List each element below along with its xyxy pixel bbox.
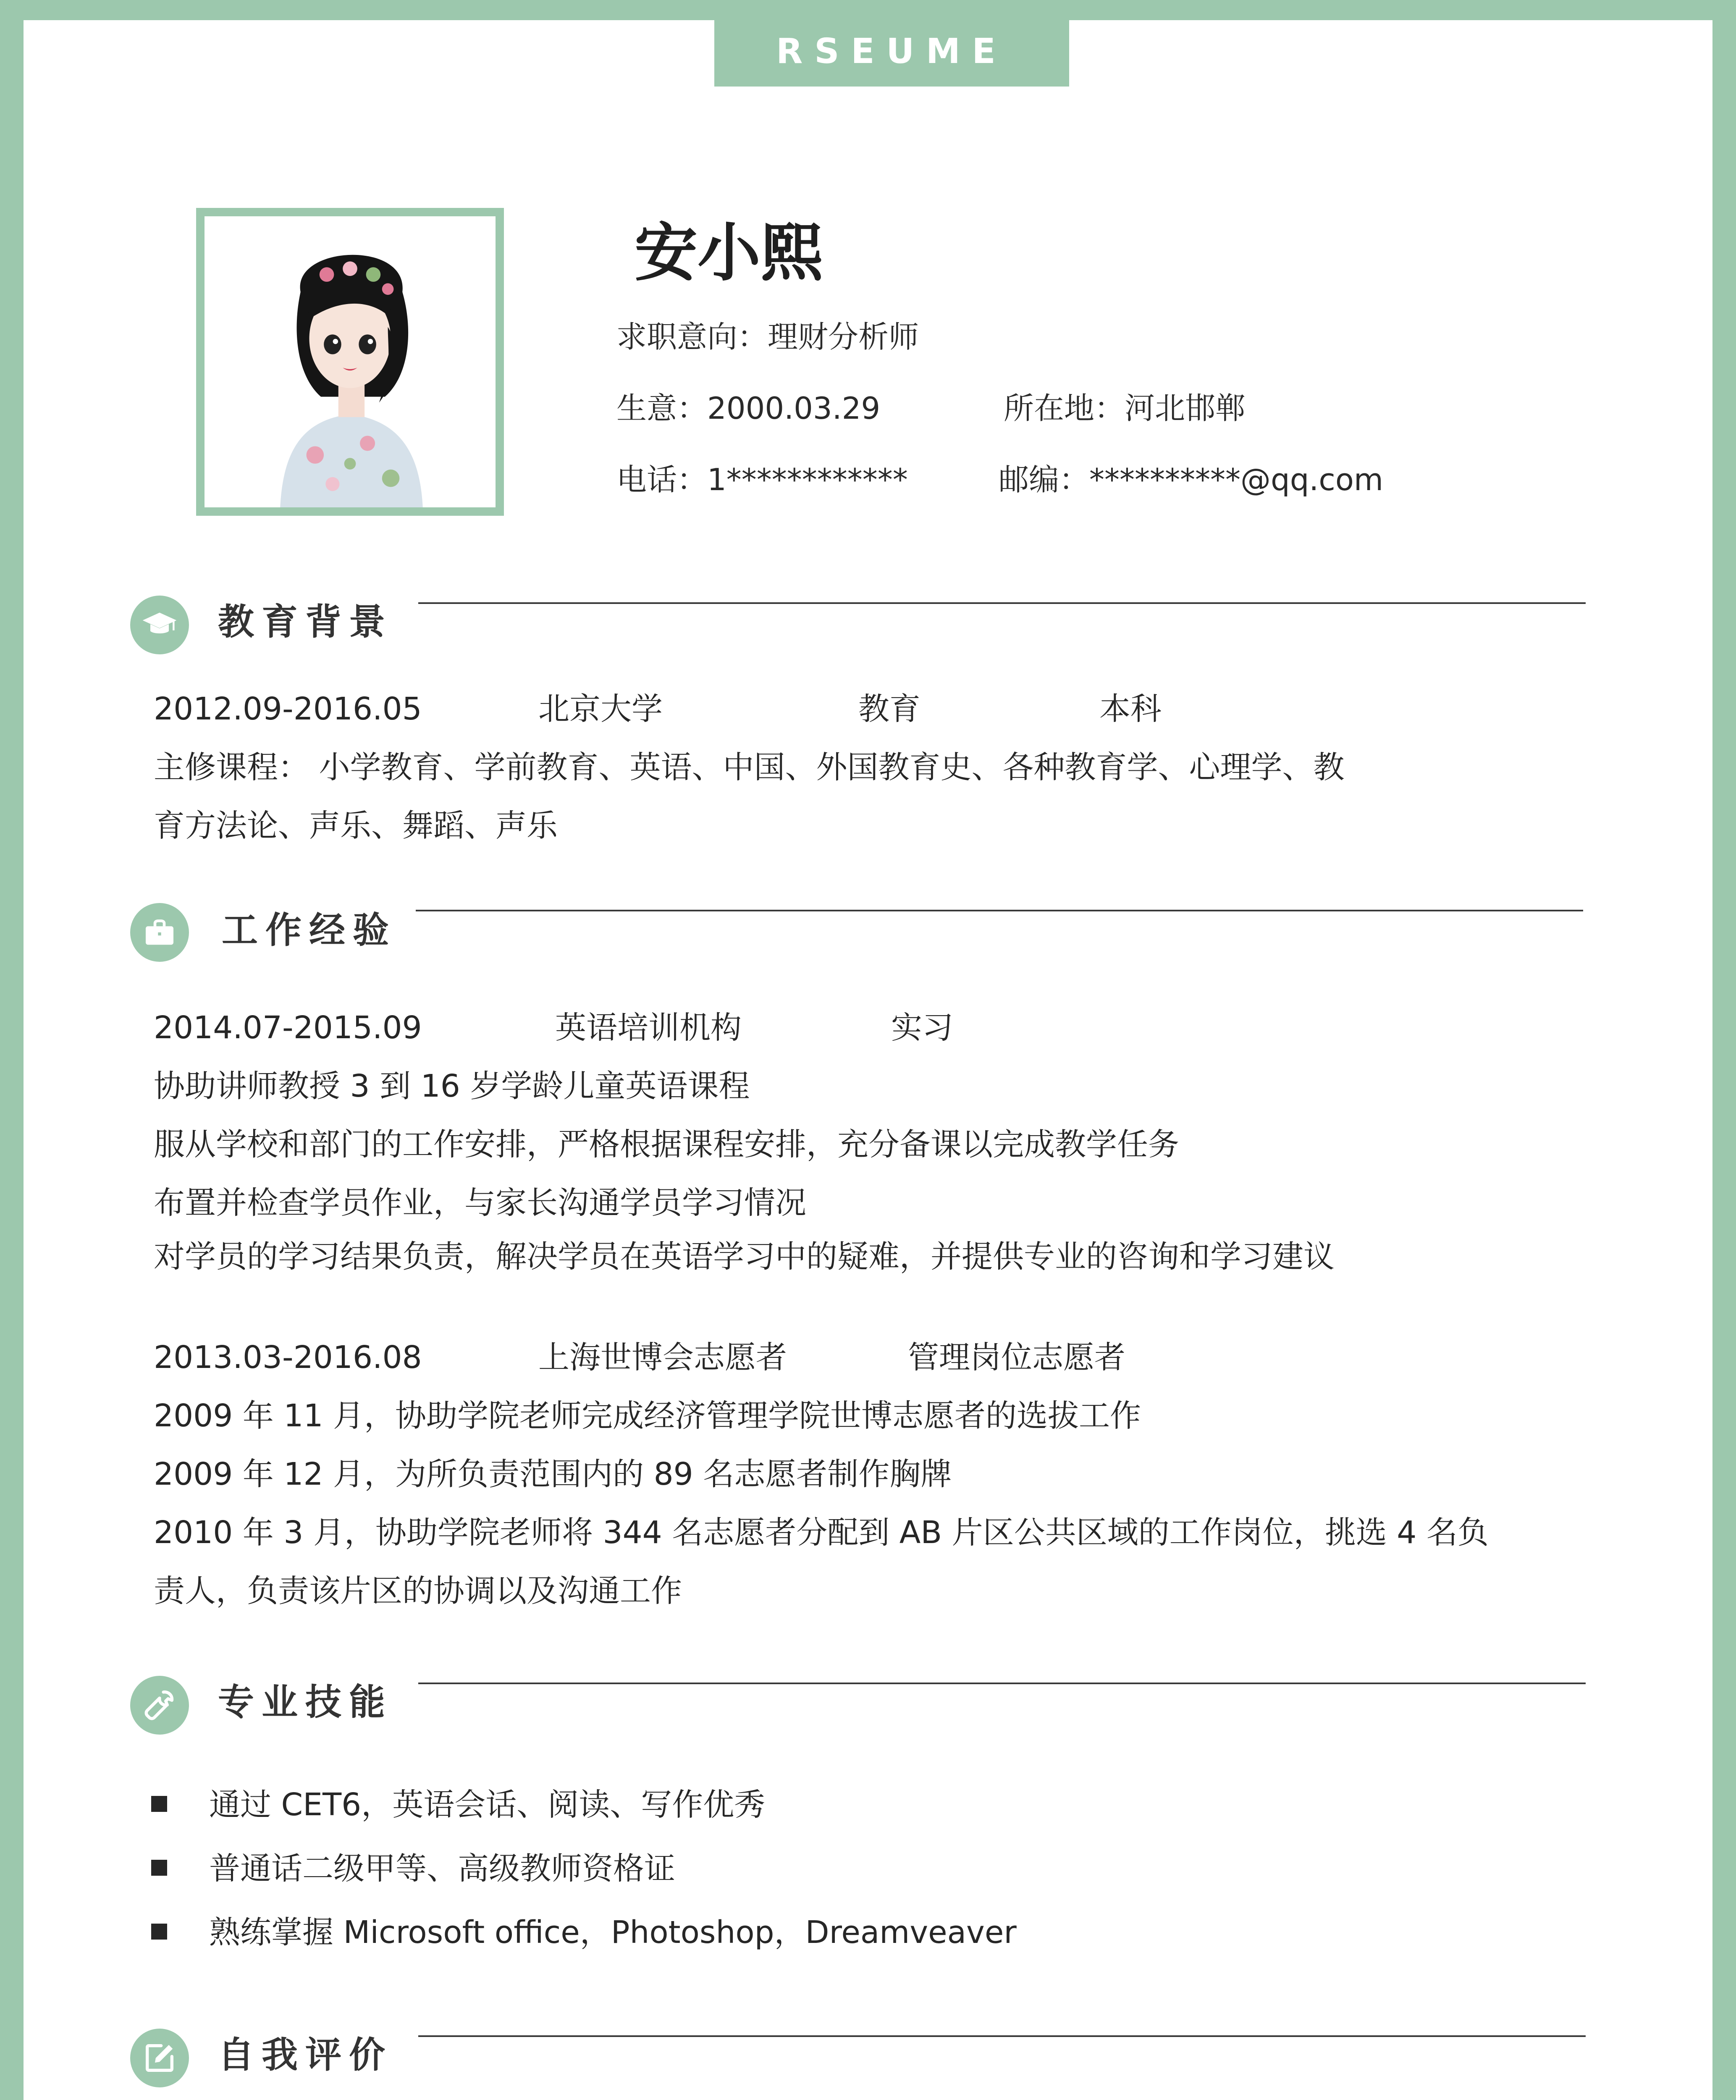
education-degree: 本科 xyxy=(1099,691,1162,727)
skill-item: 普通话二级甲等、高级教师资格证 xyxy=(209,1851,675,1887)
job-role: 管理岗位志愿者 xyxy=(908,1339,1125,1376)
graduation-cap-icon xyxy=(130,596,189,654)
job-organization: 英语培训机构 xyxy=(555,1010,742,1046)
education-period: 2012.09-2016.05 xyxy=(154,691,422,727)
section-divider xyxy=(418,602,1586,604)
education-courses-cont: 育方法论、声乐、舞蹈、声乐 xyxy=(154,808,558,844)
wrench-icon xyxy=(130,1676,189,1735)
section-divider xyxy=(418,1683,1586,1684)
job-period: 2014.07-2015.09 xyxy=(154,1010,422,1046)
job-period: 2013.03-2016.08 xyxy=(154,1339,422,1376)
section-title-skills: 专业技能 xyxy=(218,1681,393,1723)
education-school: 北京大学 xyxy=(538,691,663,727)
section-title-education: 教育背景 xyxy=(218,601,393,643)
resume-page xyxy=(24,20,1712,2100)
job-role: 实习 xyxy=(891,1010,953,1046)
job-duty: 对学员的学习结果负责，解决学员在英语学习中的疑难，并提供专业的咨询和学习建议 xyxy=(154,1239,1335,1275)
job-duty: 服从学校和部门的工作安排，严格根据课程安排，充分备课以完成教学任务 xyxy=(154,1126,1179,1163)
education-major: 教育 xyxy=(858,691,920,727)
section-divider xyxy=(416,910,1583,911)
birth-date: 生意：2000.03.29 xyxy=(616,391,881,426)
bullet-square xyxy=(151,1924,167,1940)
job-intent: 求职意向：理财分析师 xyxy=(616,319,919,354)
job-duty: 2009 年 12 月，为所负责范围内的 89 名志愿者制作胸牌 xyxy=(154,1456,952,1492)
job-organization: 上海世博会志愿者 xyxy=(538,1339,787,1376)
education-courses: 主修课程： 小学教育、学前教育、英语、中国、外国教育史、各种教育学、心理学、教 xyxy=(154,749,1345,785)
section-divider xyxy=(418,2035,1586,2037)
section-title-self-eval: 自我评价 xyxy=(218,2034,393,2076)
briefcase-icon xyxy=(130,903,189,962)
skill-item: 熟练掌握 Microsoft office，Photoshop，Dreamveaver xyxy=(209,1914,1017,1950)
skill-item: 通过 CET6，英语会话、阅读、写作优秀 xyxy=(209,1787,766,1823)
bullet-square xyxy=(151,1796,167,1812)
email: 邮编：**********@qq.com xyxy=(999,462,1384,497)
resume-banner: RSEUME xyxy=(714,20,1069,87)
job-duty: 责人，负责该片区的协调以及沟通工作 xyxy=(154,1573,682,1609)
location: 所在地：河北邯郸 xyxy=(1004,391,1246,426)
phone: 电话：1************ xyxy=(616,462,908,497)
job-duty: 2009 年 11 月，协助学院老师完成经济管理学院世博志愿者的选拔工作 xyxy=(154,1398,1141,1434)
job-duty: 协助讲师教授 3 到 16 岁学龄儿童英语课程 xyxy=(154,1068,750,1104)
edit-icon xyxy=(130,2029,189,2087)
job-duty: 布置并检查学员作业，与家长沟通学员学习情况 xyxy=(154,1185,806,1221)
avatar-illustration xyxy=(205,216,496,507)
profile-photo xyxy=(196,208,504,516)
bullet-square xyxy=(151,1860,167,1876)
section-title-work: 工作经验 xyxy=(222,909,396,951)
job-duty: 2010 年 3 月，协助学院老师将 344 名志愿者分配到 AB 片区公共区域的工作岗位，挑选 4 名负 xyxy=(154,1515,1489,1551)
candidate-name: 安小熙 xyxy=(635,217,824,290)
